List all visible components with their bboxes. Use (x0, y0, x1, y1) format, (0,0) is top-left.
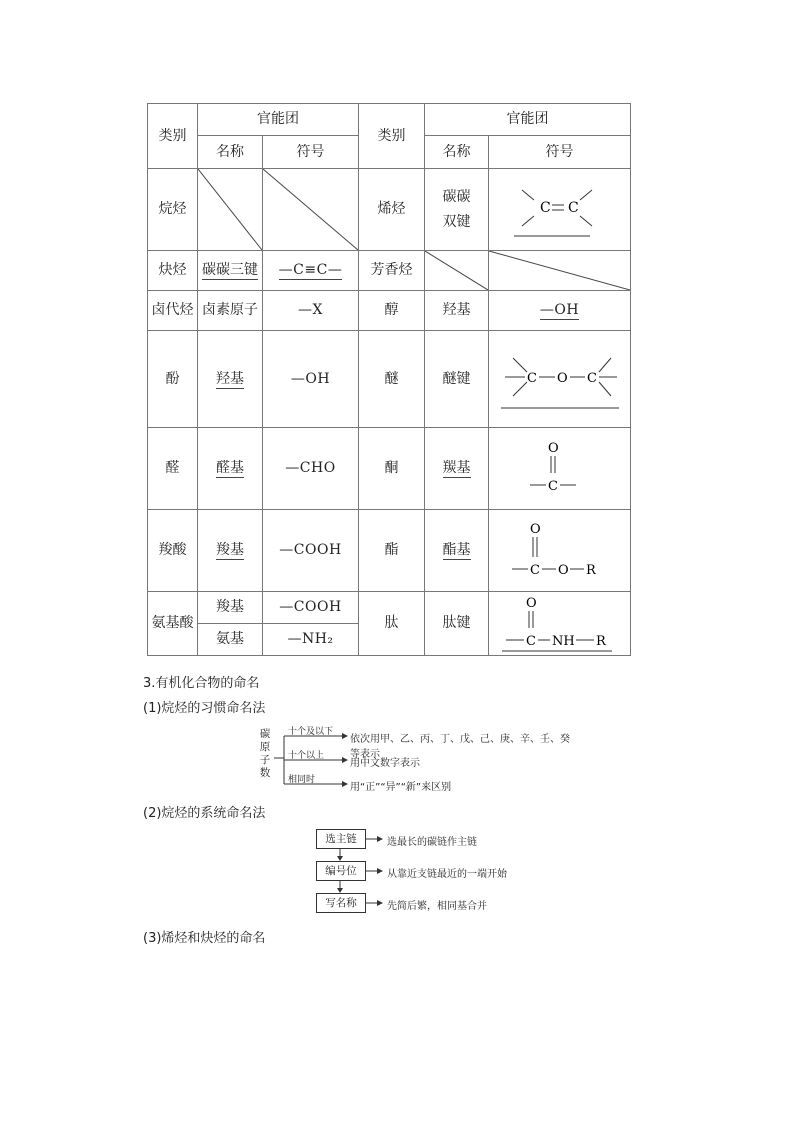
step-text-3: 先简后繁，相同基合并 (387, 901, 487, 912)
header-class-1: 类别 (148, 104, 198, 169)
step-box-3: 写名称 (316, 893, 366, 913)
ether-structure (495, 344, 625, 414)
atom-o: O (529, 521, 541, 537)
symbol-ether-bond (489, 331, 631, 428)
name-line-1: 碳碳 (442, 189, 471, 206)
section-heading-3-3: (3)烯烃和炔烃的命名 (143, 931, 266, 946)
header-symbol-1: 符号 (263, 136, 359, 169)
class-peptide: 肽 (359, 592, 425, 656)
header-group-2: 官能团 (425, 104, 631, 136)
answer-text: —C≡C— (278, 262, 343, 279)
branch-text-1: 依次用甲、乙、丙、丁、戊、己、庚、辛、壬、癸等表示 (350, 734, 570, 760)
class-alkane: 烷烃 (148, 169, 198, 251)
symbol-aldehyde: —CHO (263, 428, 359, 510)
atom-o: O (557, 562, 569, 578)
atom-r: R (585, 562, 596, 578)
empty-diagonal-cell (489, 251, 631, 291)
atom-r: R (595, 633, 606, 649)
name-double-bond (425, 169, 489, 251)
symbol-carbonyl (489, 428, 631, 510)
ester-structure (510, 519, 610, 583)
empty-diagonal-cell (263, 169, 359, 251)
class-ester: 酯 (359, 510, 425, 592)
header-name-2: 名称 (425, 136, 489, 169)
section-heading-3-1: (1)烷烃的习惯命名法 (143, 701, 266, 716)
name-peptide-bond: 肽键 (425, 592, 489, 656)
atom-c: C (539, 199, 551, 216)
atom-c: C (525, 633, 536, 649)
double-bond-structure (510, 180, 610, 240)
atom-c: C (586, 371, 597, 386)
step-box-2: 编号位 (316, 861, 366, 881)
class-carboxylic-acid: 羧酸 (148, 510, 198, 592)
answer-text: 羰基 (442, 460, 471, 477)
symbol-aa-carboxyl: —COOH (263, 592, 359, 624)
class-alkyne: 炔烃 (148, 251, 198, 291)
branch-label-2: 十个以上 (288, 751, 325, 761)
branch-text-2: 用中文数字表示 (350, 758, 420, 769)
header-group-1: 官能团 (198, 104, 359, 136)
root-char: 数 (259, 767, 271, 779)
class-alkene: 烯烃 (359, 169, 425, 251)
header-class-2: 类别 (359, 104, 425, 169)
atom-c: C (526, 371, 537, 386)
symbol-peptide-bond (489, 592, 631, 656)
answer-text: 酯基 (442, 542, 471, 559)
common-naming-diagram (258, 722, 578, 794)
symbol-aa-amino: —NH₂ (263, 624, 359, 656)
step-text-2: 从靠近支链最近的一端开始 (387, 869, 507, 880)
atom-nh: NH (551, 633, 575, 649)
answer-text: 醛基 (216, 460, 244, 477)
header-symbol-2: 符号 (489, 136, 631, 169)
class-alcohol: 醇 (359, 291, 425, 331)
empty-diagonal-cell (425, 251, 489, 291)
class-ether: 醚 (359, 331, 425, 428)
carbonyl-structure (520, 439, 600, 499)
symbol-double-bond (489, 169, 631, 251)
symbol-carboxyl: —COOH (263, 510, 359, 592)
name-phenol-hydroxyl (198, 331, 263, 428)
branch-label-1: 十个及以下 (288, 727, 334, 737)
functional-group-table (147, 103, 631, 656)
name-ester (425, 510, 489, 592)
symbol-triple-bond (263, 251, 359, 291)
answer-text: —OH (539, 302, 580, 319)
atom-c: C (567, 199, 579, 216)
systematic-naming-flow (315, 828, 555, 914)
name-aldehyde (198, 428, 263, 510)
peptide-bond-structure (500, 594, 620, 654)
class-haloalkane: 卤代烃 (148, 291, 198, 331)
step-box-1: 选主链 (316, 829, 366, 849)
root-char: 原 (259, 741, 271, 753)
name-halogen: 卤素原子 (198, 291, 263, 331)
symbol-phenol-hydroxyl: —OH (263, 331, 359, 428)
name-carbonyl (425, 428, 489, 510)
name-ether-bond: 醚键 (425, 331, 489, 428)
atom-c: C (529, 562, 540, 578)
class-ketone: 酮 (359, 428, 425, 510)
name-hydroxyl: 羟基 (425, 291, 489, 331)
header-name-1: 名称 (198, 136, 263, 169)
atom-o: O (525, 595, 537, 611)
class-aldehyde: 醛 (148, 428, 198, 510)
class-aromatic: 芳香烃 (359, 251, 425, 291)
section-heading-3-2: (2)烷烃的系统命名法 (143, 806, 266, 821)
symbol-ester (489, 510, 631, 592)
name-aa-carboxyl: 羧基 (198, 592, 263, 624)
class-phenol: 酚 (148, 331, 198, 428)
step-text-1: 选最长的碳链作主链 (387, 837, 477, 848)
atom-o: O (556, 371, 568, 386)
branch-label-3: 相同时 (288, 775, 316, 785)
answer-text: 羟基 (216, 370, 244, 387)
root-char: 子 (259, 754, 271, 766)
section-heading-3: 3.有机化合物的命名 (143, 676, 260, 691)
name-line-2: 双键 (442, 213, 471, 230)
atom-o: O (547, 440, 559, 456)
empty-diagonal-cell (198, 169, 263, 251)
root-char: 碳 (259, 728, 271, 740)
name-carboxyl (198, 510, 263, 592)
atom-c: C (547, 478, 558, 494)
symbol-hydroxyl (489, 291, 631, 331)
name-aa-amino: 氨基 (198, 624, 263, 656)
answer-text: 碳碳三键 (202, 262, 258, 279)
branch-text-3: 用“正”“异”“新”来区别 (350, 782, 452, 793)
answer-text: 羧基 (216, 542, 244, 559)
class-amino-acid: 氨基酸 (148, 592, 198, 656)
name-triple-bond (198, 251, 263, 291)
symbol-halogen: —X (263, 291, 359, 331)
